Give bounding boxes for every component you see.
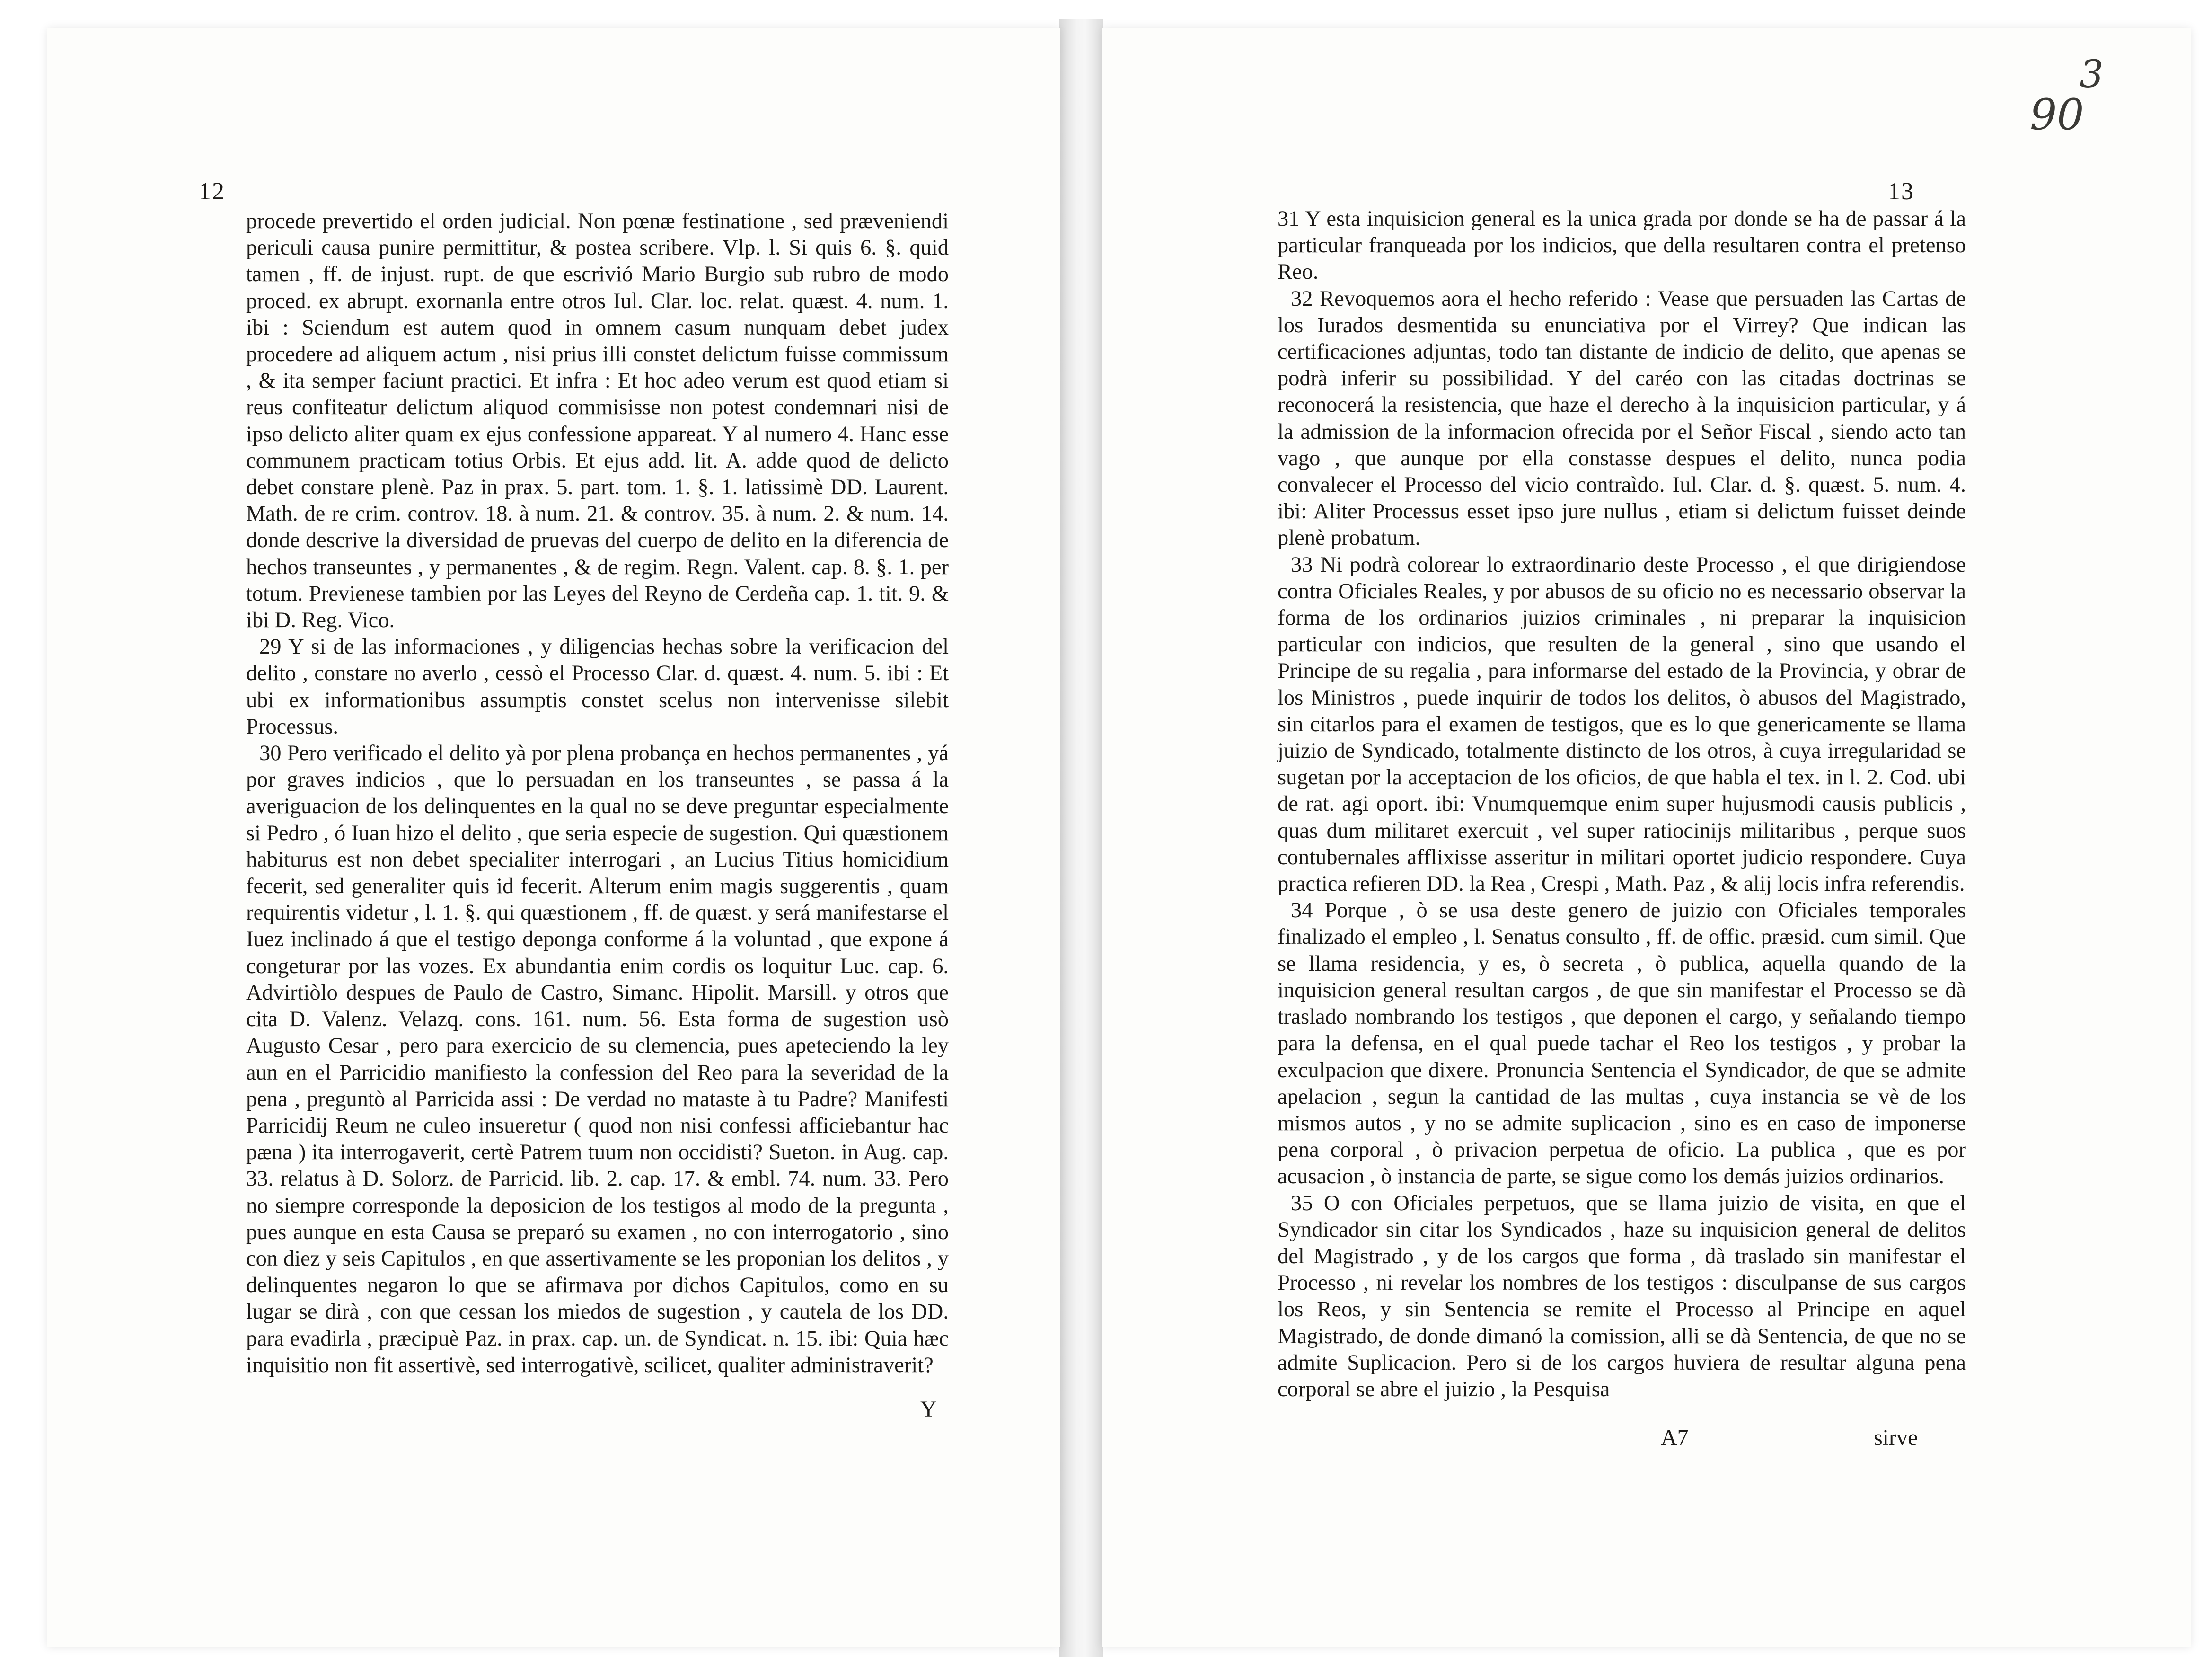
paragraph: procede prevertido el orden judicial. Non pœnæ festinatione , sed præveniendi periculi causa punire permittitur, & postea scribere. Vlp. l. Si quis 6. §. quid tamen , ff. de injust. rupt. de que escrivió Mario Burgio sub rubro de modo proced. ex abrupt. exornanla entre otros Iul. Clar. loc. relat. quæst. 4. num. 1. ibi : Sciendum est autem quod in omnem casum nunquam debet judex procedere ad aliquem actum , nisi prius illi constet delictum fuisse commissum , & ita semper faciunt practici. Et infra : Et hoc adeo verum est quod etiam si reus confiteatur delictum aliquod commisisse non potest condemnari nisi de ipso delicto aliter quam ex ejus confessione appareat. Y al numero 4. Hanc esse communem practicam totius Orbis. Et ejus add. lit. A. adde quod de delicto debet constare plenè. Paz in prax. 5. part. tom. 1. §. 1. latissimè DD. Laurent. Math. de re crim. controv. 18. à num. 21. & controv. 35. à num. 2. & num. 14. donde descrive la diversidad de pruevas del cuerpo de delito en la diferencia de hechos transeuntes , y permanentes , & de regim. Regn. Valent. cap. 8. §. 1. per totum. Previenese tambien por las Leyes del Reyno de Cerdeña cap. 1. tit. 9. & ibi D. Reg. Vico. xyxy=(246,209,949,633)
book-gutter xyxy=(1059,19,1103,1657)
paragraph-33: 33 Ni podrà colorear lo extraordinario deste Processo , el que dirigiendose contra Oficiales Reales, y por abusos de su oficio no es necessario observar la forma de los ordinarios juizios criminales , ni preparar la inquisicion particular con indicios, que resulten de la general , sino que usando el Principe de su regalia , para informarse del estado de la Provincia, y obrar de los Ministros , puede inquirir de todos los delitos, ò abusos del Magistrado, sin citarlos para el examen de testigos, que es lo que genericamente se llama juizio de Syndicado, totalmente distincto de los otros, à cuya irregularidad se sugetan por la acceptacion de los oficios, de que habla el tex. in l. 2. Cod. ubi de rat. agi oport. ibi: Vnumquemque enim super hujusmodi causis publicis , quas dum militaret exercuit , vel super ratiocinijs militaribus , perque suos contubernales afflixisse asseritur in militari oportet judicio respondere. Cuya practica refieren DD. la Rea , Crespi , Math. Paz , & alij locis infra referendis. xyxy=(1278,552,1966,896)
paragraph-32: 32 Revoquemos aora el hecho referido : Vease que persuaden las Cartas de los Iurados desmentida su enunciativa por el Virrey? Que indican las certificaciones adjuntas, todo tan distante de indicio de delito, que apenas se podrà inferir su possibilidad. Y del caréo con las citadas doctrinas se reconocerá la resistencia, que haze el derecho à la inquisicion particular, y á la admission de la informacion ofrecida por el Señor Fiscal , siendo acto tan vago , que aunque por ella constasse despues el delito, nunca podia convalecer el Processo del vicio contraìdo. Iul. Clar. d. §. quæst. 5. num. 4. ibi: Aliter Processus esset ipso jure nullus , etiam si delictum fuisset deinde plenè probatum. xyxy=(1278,286,1966,550)
paragraph-29: 29 Y si de las informaciones , y diligencias hechas sobre la verificacion del delito , constare no averlo , cessò el Processo Clar. d. quæst. 4. num. 5. ibi : Et ubi ex informationibus assumptis constet scelus non intervenisse silebit Processus. xyxy=(246,635,949,739)
right-catchword: sirve xyxy=(1874,1425,1918,1450)
paragraph-30: 30 Pero verificado el delito yà por plena probança en hechos permanentes , yá por graves indicios , que lo persuadan en los transeuntes , se passa á la averiguacion de los delinquentes en la qual no se deve preguntar especialmente si Pedro , ó Iuan hizo el delito , que seria especie de sugestion. Qui quæstionem habiturus est non debet specialiter interrogari , an Lucius Titius homicidium fecerit, sed generaliter quis id fecerit. Alterum enim magis suggerentis , quam requirentis videtur , l. 1. §. qui quæstionem , ff. de quæst. y será manifestarse el Iuez inclinado á que el testigo deponga conforme á la voluntad , que expone á congeturar por las vozes. Ex abundantia enim cordis os loquitur Luc. cap. 6. Advirtiòlo despues de Paulo de Castro, Simanc. Hipolit. Marsill. y otros que cita D. Valenz. Velazq. cons. 161. num. 56. Esta forma de sugestion usò Augusto Cesar , pero para exercicio de su clemencia, pues apeteciendo la ley aun en el Parricidio manifiesto la confession del Reo para la severidad de la pena , preguntò al Parricida assi : De verdad no mataste à tu Padre? Manifesti Parricidij Reum ne culeo insueretur ( quod non nisi confessi afficiebantur hac pæna ) ita interrogaverit, certè Patrem tuum non occidisti? Sueton. in Aug. cap. 33. relatus à D. Solorz. de Parricid. lib. 2. cap. 17. & embl. 74. num. 33. Pero no siempre corresponde la deposicion de los testigos al modo de la pregunta , pues aunque en esta Causa se preparó su examen , no con interrogatorio , sino con diez y seis Capitulos , en que assertivamente se les proponian los delitos , y delinquentes negaron lo que se afirmava por dichos Capitulos, como en su lugar se dirà , con que cessan los miedos de sugestion , y cautela de los DD. para evadirla , præcipuè Paz. in prax. cap. un. de Syndicat. n. 15. ibi: Quia hæc inquisitio non fit assertivè, sed interrogativè, scilicet, qualiter administraverit? xyxy=(246,741,949,1377)
paragraph-31: 31 Y esta inquisicion general es la unica grada por donde se ha de passar á la particular franqueada por los indicios, que della resultaren contra el pretenso Reo. xyxy=(1278,207,1966,284)
paragraph-35: 35 O con Oficiales perpetuos, que se llama juizio de visita, en que el Syndicador sin citar los Syndicados , haze su inquisicion general de delitos del Magistrado , y de los cargos que forma , dà traslado sin manifestar el Processo , ni revelar los nombres de los testigos : disculpanse de sus cargos los Reos, y sin Sentencia se remite el Processo al Principe en aquel Magistrado, de donde dimanó la comission, alli se dà Sentencia, de que no se admite Suplicacion. Pero si de los cargos huviera de resultar alguna pena corporal se abre el juizio , la Pesquisa xyxy=(1278,1191,1966,1401)
handwritten-folio-number: 90 xyxy=(2030,90,2084,140)
signature-mark: A7 xyxy=(1661,1425,1689,1450)
left-page-number: 12 xyxy=(199,178,225,205)
left-catchword: Y xyxy=(920,1397,937,1422)
handwritten-folio-mark: 3 xyxy=(2080,52,2104,96)
paragraph-34: 34 Porque , ò se usa deste genero de juizio con Oficiales temporales finalizado el empleo , l. Senatus consulto , ff. de offic. præsid. cum simil. Que se llama residencia, y es, ò secreta , ò publica, aquella quando de la inquisicion general resultan cargos , de que sin manifestar el Processo se dà traslado nombrando los testigos , que deponen el cargo, y señalando tiempo para la defensa, en el qual puede tachar el Reo los testigos , y probar la exculpacion que dixere. Pronuncia Sentencia el Syndicador, de que se admite apelacion , segun la cantidad de las multas , cuya instancia se vè de los mismos autos , y no se admite suplicacion , sino es en caso de imponerse pena corporal , ò privacion perpetua de oficio. La publica , que es por acusacion , ò instancia de parte, se sigue como los demás juizios ordinarios. xyxy=(1278,898,1966,1189)
left-page-body xyxy=(246,208,949,1379)
right-page-number: 13 xyxy=(1888,178,1914,205)
right-page-body xyxy=(1278,206,1966,1403)
